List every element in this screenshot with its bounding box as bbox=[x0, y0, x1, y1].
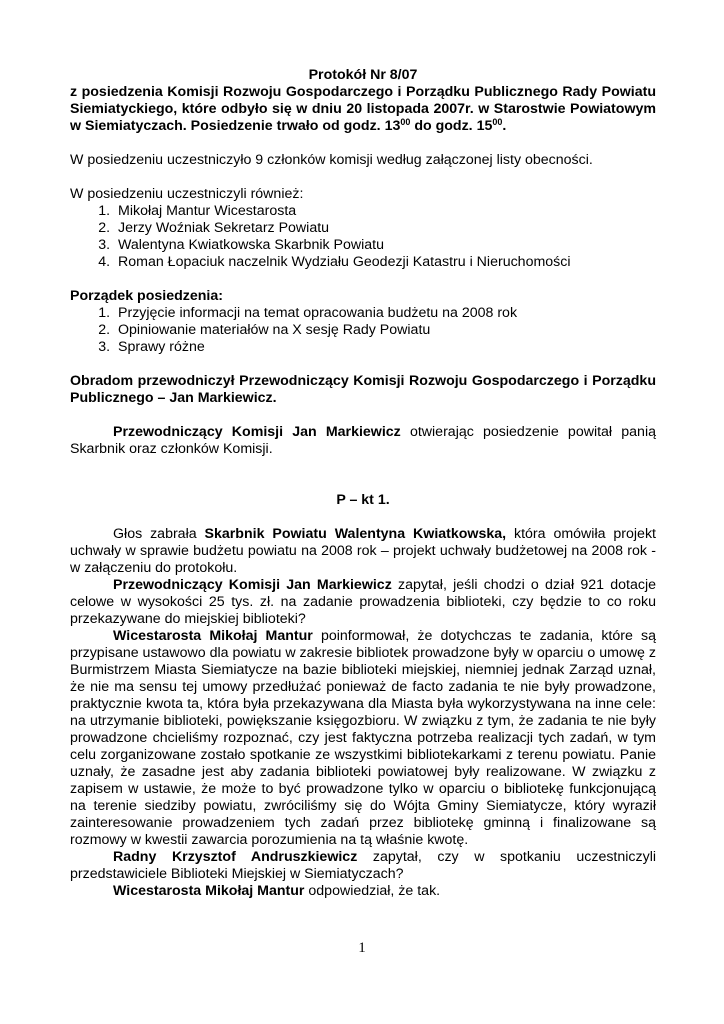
agenda-heading bbox=[70, 288, 656, 305]
list-item: 4. Roman Łopaciuk naczelnik Wydziału Geodezji Katastru i Nieruchomości bbox=[114, 254, 656, 271]
minutes-paragraph bbox=[70, 526, 656, 577]
speaker-name: Radny Krzysztof Andruszkiewicz bbox=[113, 849, 358, 865]
paragraph-prefix: Głos zabrała bbox=[113, 526, 205, 542]
attendance-text: W posiedzeniu uczestniczyło 9 członków komisji według załączonej listy obecności. bbox=[70, 152, 593, 168]
paragraph-text: poinformował, że dotychczas te zadania, które są przypisane ustawowo dla powiatu w zakresie bibliotek prowadzone były w oparciu o umowę z Burmistrzem Miasta Siemiatycze na bazie biblioteki miejskiej, niemniej jednak Zarząd uznał, że nie ma sensu tej umowy przedłużać ponieważ de facto zadania te nie były prowadzone, praktycznie kwota ta, która była przekazywana dla Miasta była wykorzystywana na inne cele: na utrzymanie biblioteki, powiększanie księgozbioru. W związku z tym, że zadania te nie były prowadzone chcieliśmy rozpoznać, czy jest faktyczna potrzeba realizacji tych zadań, w tym celu zorganizowane zostało spotkanie ze wszystkimi bibliotekarkami z terenu powiatu. Panie uznały, że zasadne jest aby zadania biblioteki powiatowej były realizowane. W związku z zapisem w ustawie, że może to być prowadzone tylko w oparciu o bibliotekę funkcjonującą na terenie siedziby powiatu, zwróciliśmy się do Wójta Gminy Siemiatycze, który wyraził zainteresowanie prowadzeniem tych zadań przez bibliotekę gminną i finalizowane są rozmowy w kwestii zawarcia porozumienia na tą właśnie kwotę. bbox=[70, 628, 656, 848]
time-end-superscript: 00 bbox=[492, 117, 503, 127]
list-item: 2. Opiniowanie materiałów na X sesję Rady Powiatu bbox=[114, 322, 656, 339]
subtitle-end: . bbox=[502, 118, 507, 134]
list-item: 1. Mikołaj Mantur Wicestarosta bbox=[114, 203, 656, 220]
time-start-superscript: 00 bbox=[400, 117, 411, 127]
agenda-list bbox=[70, 305, 656, 356]
paragraph-text: zapytał, jeśli chodzi o dział 921 dotacje celowe w wysokości 25 tys. zł. na zadanie prowadzenia biblioteki, czy będzie to co roku przekazywane do miejskiej biblioteki? bbox=[70, 577, 656, 627]
chair-statement bbox=[70, 373, 656, 407]
speaker-name: Przewodniczący Komisji Jan Markiewicz bbox=[113, 577, 392, 593]
chair-text: Obradom przewodniczył Przewodniczący Komisji Rozwoju Gospodarczego i Porządku Publicznego – Jan Markiewicz. bbox=[70, 373, 656, 406]
speaker-name: Wicestarosta Mikołaj Mantur bbox=[113, 883, 305, 899]
paragraph-text: która omówiła projekt uchwały w sprawie budżetu powiatu na 2008 rok – projekt uchwały budżetowej na 2008 rok - w załączeniu do protokołu. bbox=[70, 526, 656, 576]
speaker-name: Skarbnik Powiatu Walentyna Kwiatkowska, bbox=[204, 526, 507, 542]
paragraph-text: odpowiedział, że tak. bbox=[304, 883, 441, 899]
speaker-name: Przewodniczący Komisji Jan Markiewicz bbox=[113, 424, 401, 440]
minutes-paragraph bbox=[70, 883, 656, 900]
page-number: 1 bbox=[358, 940, 366, 956]
list-item: 3. Walentyna Kwiatkowska Skarbnik Powiatu bbox=[114, 237, 656, 254]
paragraph-text: zapytał, czy w spotkaniu uczestniczyli przedstawiciele Biblioteki Miejskiej w Siemiatyczach? bbox=[70, 849, 656, 882]
point-heading bbox=[70, 492, 656, 509]
subtitle-main: z posiedzenia Komisji Rozwoju Gospodarczego i Porządku Publicznego Rady Powiatu Siemiatyckiego, które odbyło się w dniu 20 listopada 2007r. w Starostwie Powiatowym w Siemiatyczach. Posiedzenie trwało od godz. 13 bbox=[70, 84, 656, 134]
point-heading-text: P – kt 1. bbox=[336, 492, 390, 508]
minutes-paragraph bbox=[70, 849, 656, 883]
list-item: 1. Przyjęcie informacji na temat opracowania budżetu na 2008 rok bbox=[114, 305, 656, 322]
guests-heading: W posiedzeniu uczestniczyli również: bbox=[70, 186, 304, 202]
minutes-paragraph bbox=[70, 628, 656, 849]
document-title: Protokół Nr 8/07 bbox=[308, 67, 418, 83]
paragraph-text: otwierając posiedzenie powitał panią Skarbnik oraz członków Komisji. bbox=[70, 424, 656, 457]
document-body bbox=[70, 67, 656, 900]
subtitle-mid: do godz. 15 bbox=[410, 118, 493, 134]
minutes-paragraph bbox=[70, 577, 656, 628]
agenda-heading-text: Porządek posiedzenia: bbox=[70, 288, 223, 304]
speaker-name: Wicestarosta Mikołaj Mantur bbox=[113, 628, 313, 644]
document-subtitle bbox=[70, 84, 656, 135]
list-item: 3. Sprawy różne bbox=[114, 339, 656, 356]
list-item: 2. Jerzy Woźniak Sekretarz Powiatu bbox=[114, 220, 656, 237]
guests-list bbox=[70, 203, 656, 271]
opening-paragraph bbox=[70, 424, 656, 458]
